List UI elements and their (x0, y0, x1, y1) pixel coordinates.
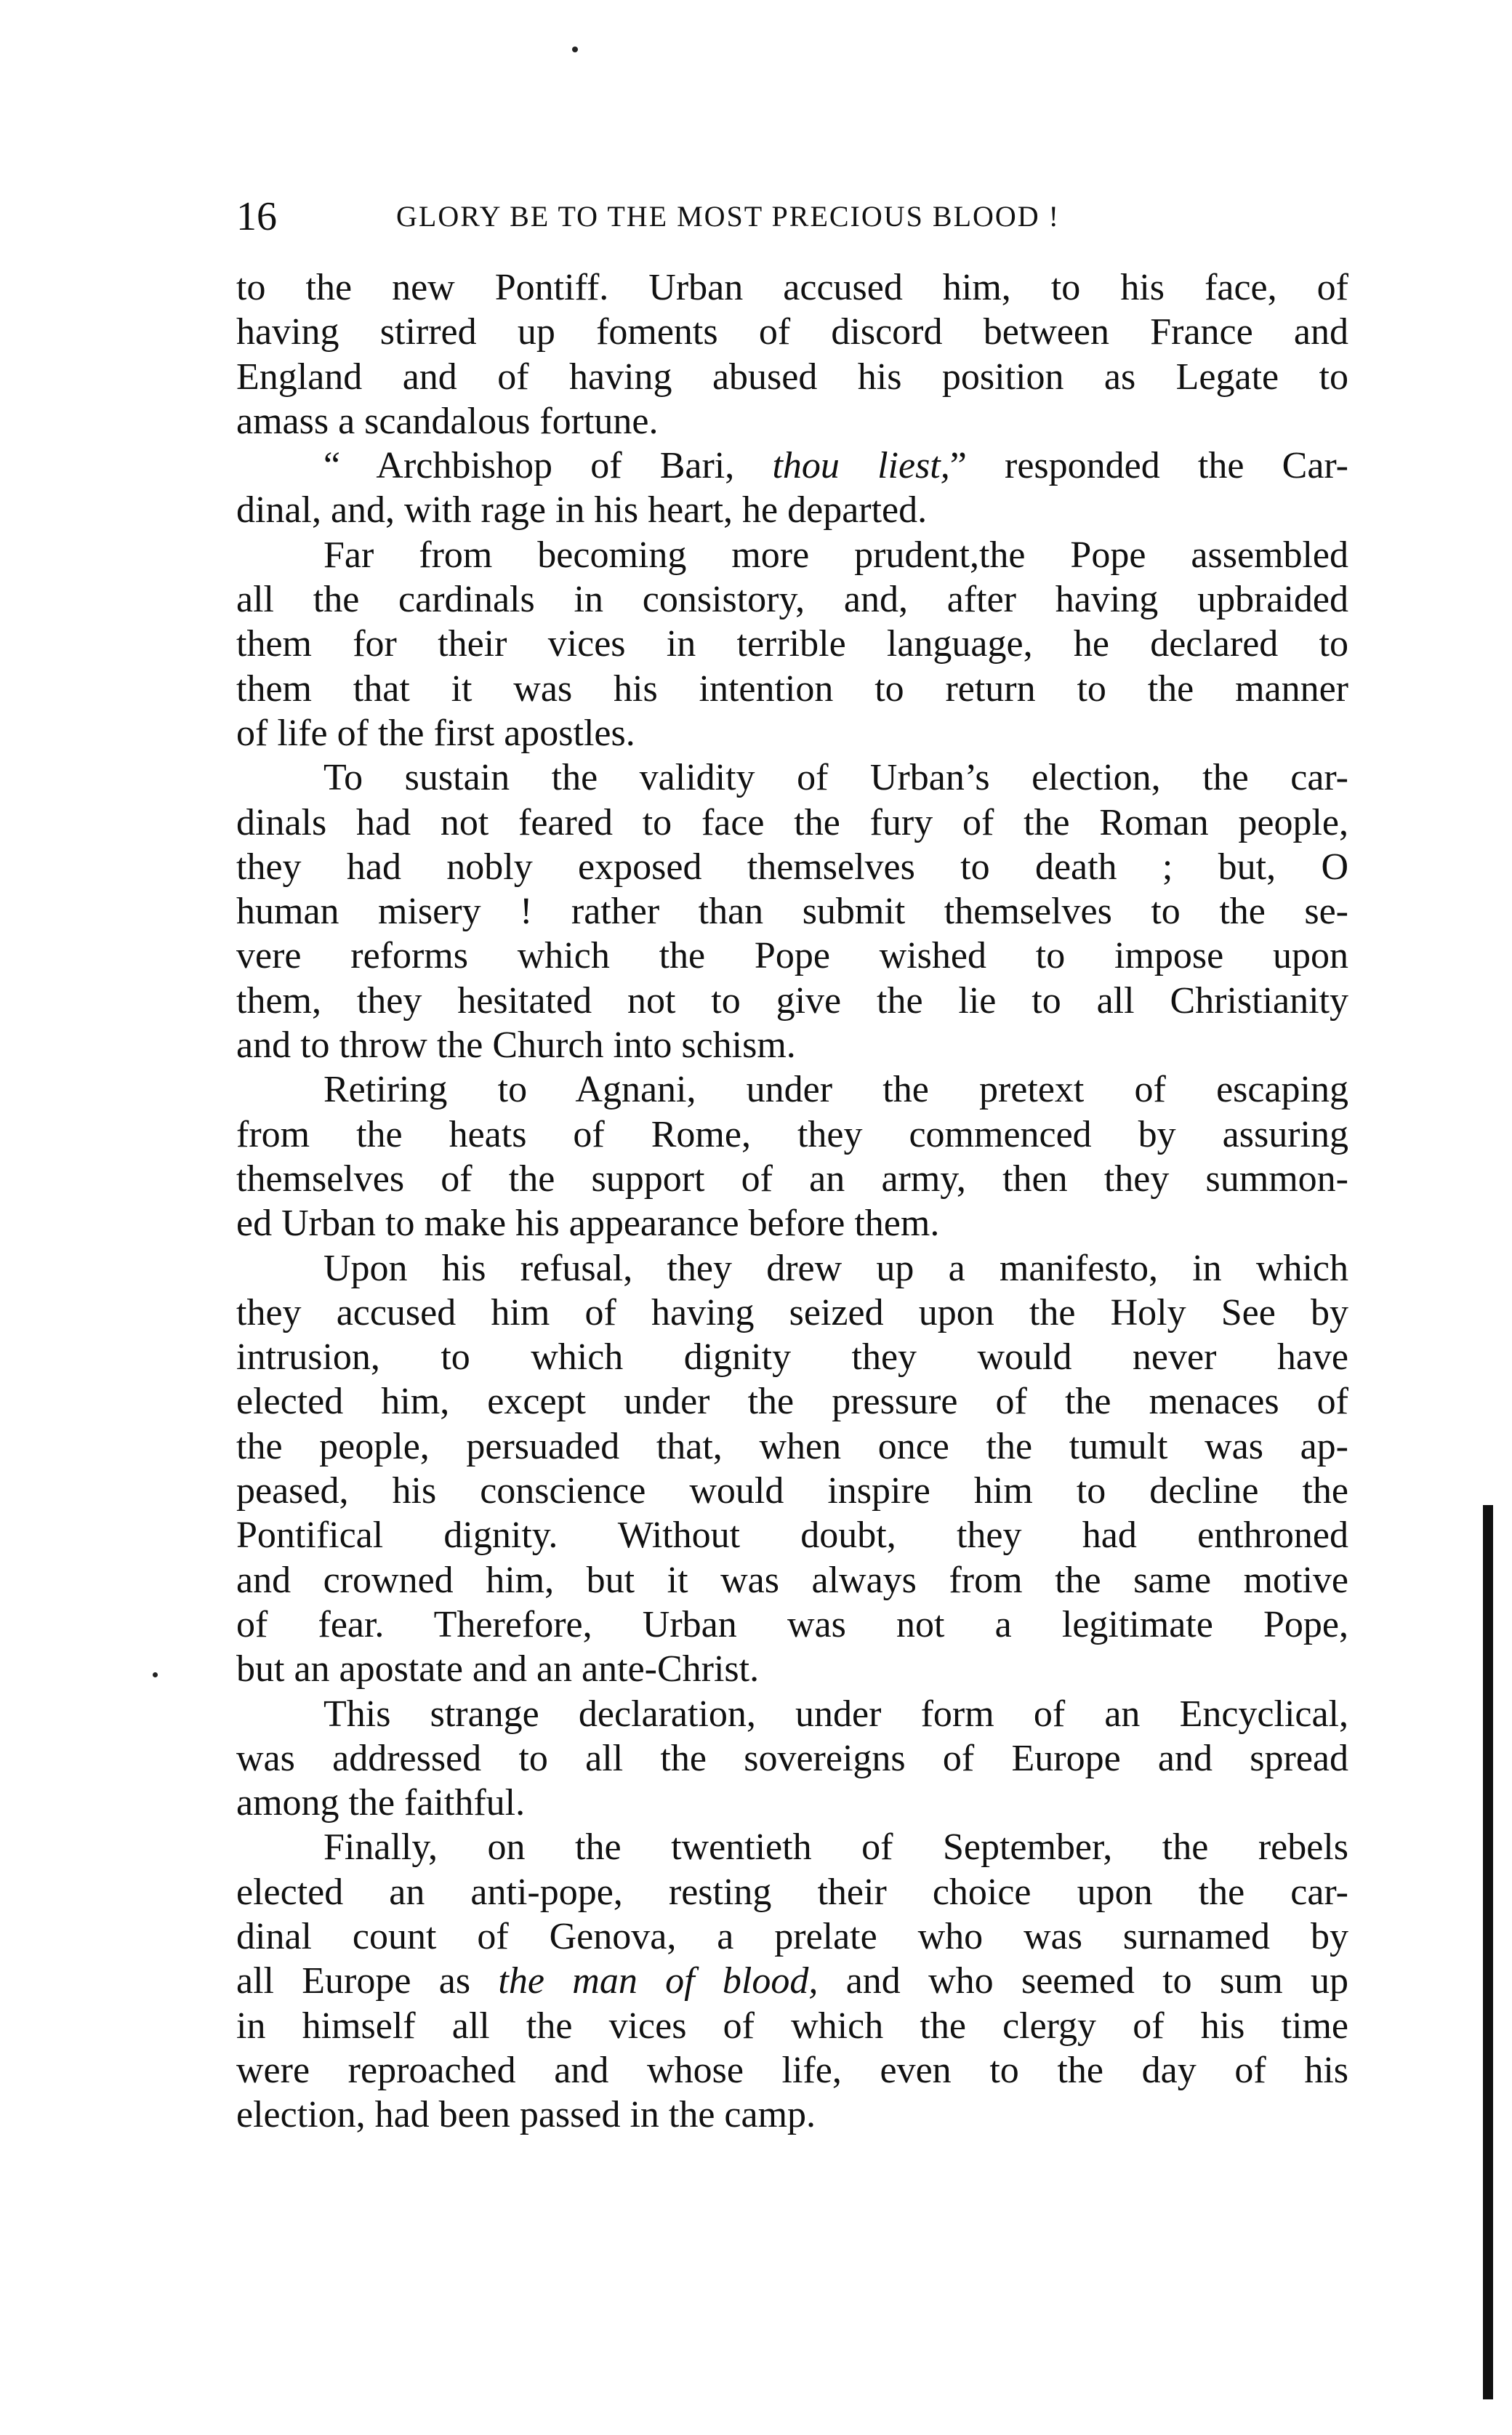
text-line: amass a scandalous fortune. (236, 400, 659, 442)
text-line: To sustain the validity of Urban’s election, the car- (323, 757, 1348, 799)
text-line: elected an anti-pope, resting their choice upon the car- (236, 1871, 1348, 1913)
text-segment: and who seemed to sum up (818, 1960, 1349, 2002)
running-title: GLORY BE TO THE MOST PRECIOUS BLOOD ! (396, 200, 1060, 233)
text-line: elected him, except under the pressure of the menaces of (236, 1381, 1348, 1423)
text-line: of fear. Therefore, Urban was not a legitimate Pope, (236, 1603, 1348, 1645)
text-line: they accused him of having seized upon the Holy See by (236, 1291, 1348, 1333)
text-line: them, they hesitated not to give the lie to all Christianity (236, 979, 1348, 1022)
text-line: in himself all the vices of which the clergy of his time (236, 2005, 1348, 2047)
text-line: and crowned him, but it was always from the same motive (236, 1559, 1348, 1601)
text-line-mixed (236, 444, 1348, 488)
text-line: themselves of the support of an army, then they summon- (236, 1158, 1348, 1200)
running-head (236, 188, 1348, 246)
text-line: Far from becoming more prudent,the Pope assembled (323, 534, 1348, 576)
text-line: intrusion, to which dignity they would never have (236, 1336, 1348, 1379)
text-segment: ” responded the Car- (949, 445, 1348, 487)
ink-speck (153, 1672, 158, 1677)
text-segment: “ Archbishop of Bari, (323, 445, 773, 487)
text-segment: all Europe as (236, 1960, 499, 2002)
text-line-mixed (236, 1959, 1348, 2003)
text-line: was addressed to all the sovereigns of Europe and spread (236, 1737, 1348, 1779)
text-line: vere reforms which the Pope wished to impose upon (236, 935, 1348, 977)
body-text (236, 265, 1348, 2137)
text-line: Retiring to Agnani, under the pretext of escaping (323, 1069, 1348, 1111)
text-line: Upon his refusal, they drew up a manifesto, in which (323, 1247, 1348, 1289)
text-line: they had nobly exposed themselves to death ; but, O (236, 846, 1348, 888)
text-line: This strange declaration, under form of an Encyclical, (323, 1693, 1348, 1735)
text-line: them that it was his intention to return to the manner (236, 667, 1348, 710)
italic-phrase: the man of blood, (498, 1960, 819, 2002)
text-line: election, had been passed in the camp. (236, 2094, 816, 2136)
text-line: dinal count of Genova, a prelate who was surnamed by (236, 1915, 1348, 1957)
ink-speck (572, 47, 578, 52)
text-line: to the new Pontiff. Urban accused him, to his face, of (236, 267, 1348, 308)
text-line: having stirred up foments of discord between France and (236, 311, 1348, 353)
text-line: ed Urban to make his appearance before them. (236, 1203, 940, 1245)
text-line: the people, persuaded that, when once the tumult was ap- (236, 1425, 1348, 1467)
text-line: them for their vices in terrible language, he declared to (236, 623, 1348, 665)
page-number: 16 (236, 194, 277, 239)
text-line: all the cardinals in consistory, and, after having upbraided (236, 579, 1348, 621)
text-line: Pontifical dignity. Without doubt, they had enthroned (236, 1515, 1348, 1557)
text-line: England and of having abused his position as Legate to (236, 356, 1348, 398)
text-line: dinal, and, with rage in his heart, he departed. (236, 489, 928, 531)
text-line: Finally, on the twentieth of September, the rebels (323, 1826, 1348, 1869)
text-line: of life of the first apostles. (236, 712, 635, 754)
text-line: human misery ! rather than submit themselves to the se- (236, 891, 1348, 933)
text-line: but an apostate and an ante-Christ. (236, 1648, 760, 1690)
text-line: and to throw the Church into schism. (236, 1024, 796, 1067)
text-line: peased, his conscience would inspire him to decline the (236, 1470, 1348, 1512)
text-line: among the faithful. (236, 1782, 526, 1824)
italic-phrase: thou liest, (772, 445, 950, 487)
text-line: were reproached and whose life, even to the day of his (236, 2049, 1348, 2091)
text-line: dinals had not feared to face the fury of the Roman people, (236, 801, 1348, 843)
page-edge-shadow (1483, 1505, 1493, 2399)
text-line: from the heats of Rome, they commenced by assuring (236, 1113, 1348, 1155)
